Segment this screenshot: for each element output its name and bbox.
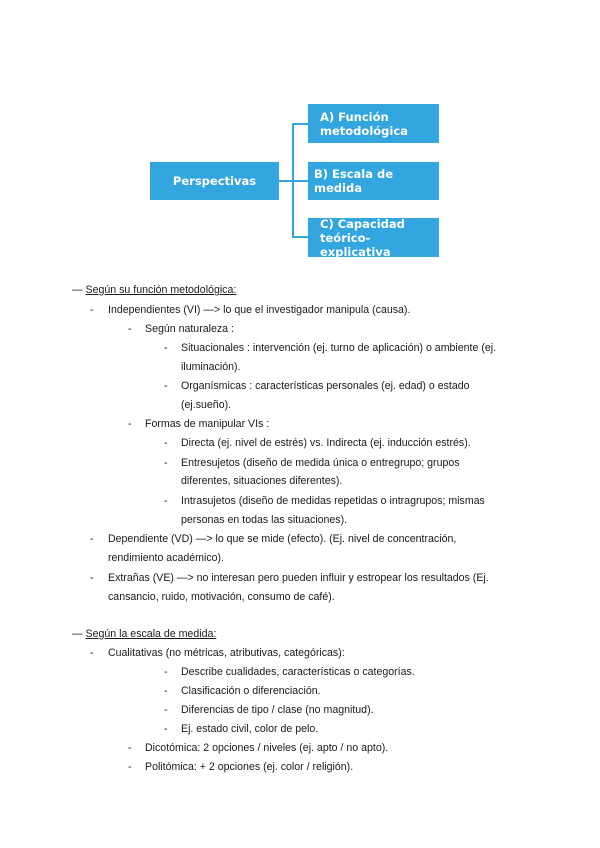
list-item-clasificacion: Clasificación o diferenciación. [181, 685, 321, 697]
list-item-organismicas-cont: (ej.sueño). [181, 399, 232, 411]
list-item-independientes: Independientes (VI) —> lo que el investigador manipula (causa). [108, 304, 411, 316]
bullet: - [164, 666, 168, 678]
connector-a [292, 123, 308, 125]
list-item-intrasujetos: Intrasujetos (diseño de medidas repetidas o intragrupos; mismas [181, 495, 485, 507]
bullet: - [164, 495, 168, 507]
list-item-entresujetos-cont: diferentes, situaciones diferentes). [181, 475, 343, 487]
list-item-formas: Formas de manipular VIs : [145, 418, 270, 430]
bullet: - [128, 418, 132, 430]
list-item-dependiente-cont: rendimiento académico). [108, 552, 224, 564]
diagram-branch-a [308, 104, 439, 143]
list-item-intrasujetos-cont: personas en todas las situaciones). [181, 514, 348, 526]
list-item-extranas-cont: cansancio, ruido, motivación, consumo de café). [108, 591, 335, 603]
bullet: - [128, 761, 132, 773]
bullet: - [164, 380, 168, 392]
branch-c-line2: teórico-explicativa [320, 230, 391, 259]
list-item-dependiente: Dependiente (VD) —> lo que se mide (efecto). (Ej. nivel de concentración, [108, 533, 457, 545]
bullet: - [90, 533, 94, 545]
bullet: - [164, 457, 168, 469]
bullet: - [128, 323, 132, 335]
bullet: - [90, 304, 94, 316]
bullet: - [164, 704, 168, 716]
branch-a-line2: metodológica [320, 123, 408, 138]
list-item-dicotomica: Dicotómica: 2 opciones / niveles (ej. apto / no apto). [145, 742, 389, 754]
bullet: - [164, 723, 168, 735]
diagram-root-label: Perspectivas [172, 174, 257, 188]
branch-b-line1: B) Escala de medida [314, 167, 394, 195]
section2-heading-prefix: — [72, 628, 83, 640]
list-item-diferencias: Diferencias de tipo / clase (no magnitud). [181, 704, 374, 716]
connector-b [292, 180, 308, 182]
diagram-branch-c [308, 218, 439, 257]
list-item-directa: Directa (ej. nivel de estrés) vs. Indirecta (ej. inducción estrés). [181, 437, 471, 449]
bullet: - [164, 685, 168, 697]
section2-heading [72, 627, 216, 641]
list-item-describe: Describe cualidades, características o categorías. [181, 666, 415, 678]
bullet: - [164, 437, 168, 449]
diagram-root-box [150, 162, 279, 200]
branch-a-line1: A) Función [320, 109, 389, 124]
branch-c-line1: C) Capacidad [320, 216, 405, 231]
list-item-politomica: Politómica: + 2 opciones (ej. color / religión). [145, 761, 354, 773]
diagram-branch-b [308, 162, 439, 200]
list-item-extranas: Extrañas (VE) —> no interesan pero pueden influir y estropear los resultados (Ej. [108, 572, 489, 584]
bullet: - [164, 342, 168, 354]
bullet: - [90, 647, 94, 659]
list-item-situacionales: Situacionales : intervención (ej. turno de aplicación) o ambiente (ej. [181, 342, 497, 354]
section2-heading-text: Según la escala de medida: [85, 628, 217, 640]
list-item-organismicas: Organísmicas : características personales (ej. edad) o estado [181, 380, 470, 392]
bullet: - [128, 742, 132, 754]
bullet: - [90, 572, 94, 584]
connector-c [292, 236, 308, 238]
section1-heading-prefix: — [72, 284, 83, 296]
section1-heading-text: Según su función metodológica: [85, 284, 237, 296]
list-item-situacionales-cont: iluminación). [181, 361, 241, 373]
section1-heading [72, 283, 236, 297]
list-item-segun-naturaleza: Según naturaleza : [145, 323, 234, 335]
list-item-cualitativas: Cualitativas (no métricas, atributivas, categóricas): [108, 647, 345, 659]
list-item-entresujetos: Entresujetos (diseño de medida única o entregrupo; grupos [181, 457, 460, 469]
list-item-ejemplo: Ej. estado civil, color de pelo. [181, 723, 319, 735]
